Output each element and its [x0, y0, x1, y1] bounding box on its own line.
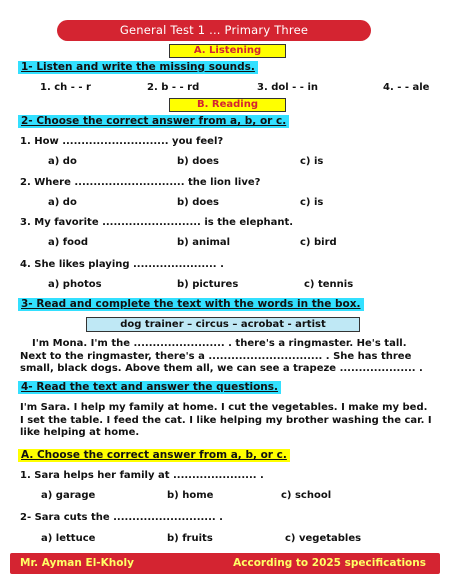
q4-option: a) lettuce	[41, 533, 96, 544]
q2-option: c) tennis	[304, 279, 354, 290]
q2-option: a) food	[48, 237, 89, 248]
q4-subheading: A. Choose the correct answer from a, b, or c.	[18, 449, 290, 462]
q4-option: c) school	[281, 490, 332, 501]
q2-option: b) does	[177, 156, 219, 167]
page-title: General Test 1 ... Primary Three	[57, 20, 371, 41]
q1-item: 4. - - ale	[383, 82, 430, 93]
q4-question: 1. Sara helps her family at ...................... .	[20, 470, 264, 481]
q2-option: c) bird	[300, 237, 337, 248]
q1-item: 1. ch - - r	[40, 82, 91, 93]
q2-option: a) do	[48, 197, 77, 208]
q2-heading: 2- Choose the correct answer from a, b, or c.	[18, 115, 289, 128]
q2-question: 3. My favorite .......................... is the elephant.	[20, 217, 294, 228]
q2-option: b) does	[177, 197, 219, 208]
footer-spec: According to 2025 specifications	[233, 557, 426, 569]
q4-option: b) fruits	[167, 533, 213, 544]
q2-option: b) pictures	[177, 279, 239, 290]
q1-item: 3. dol - - in	[257, 82, 318, 93]
section-reading-label: B. Reading	[169, 98, 286, 112]
q3-passage: I'm Mona. I'm the ........................ . there's a ringmaster. He's tall. Next to the ringmaster, there's a .............................. . She has three small, black dogs. Above them all, we can see a trapeze .................... .	[20, 338, 423, 374]
q2-option: c) is	[300, 156, 324, 167]
q4-passage: I'm Sara. I help my family at home. I cut the vegetables. I make my bed. I set the table. I feed the cat. I like helping my brother washing the car. I like helping at home.	[20, 402, 432, 438]
q2-option: a) do	[48, 156, 77, 167]
q2-question: 1. How ............................ you feel?	[20, 136, 224, 147]
word-box: dog trainer – circus – acrobat - artist	[86, 317, 360, 332]
q2-option: b) animal	[177, 237, 231, 248]
q2-option: c) is	[300, 197, 324, 208]
q2-option: a) photos	[48, 279, 102, 290]
q3-heading: 3- Read and complete the text with the words in the box.	[18, 298, 364, 311]
q2-question: 4. She likes playing ...................... .	[20, 259, 224, 270]
footer-author: Mr. Ayman El-Kholy	[20, 557, 134, 569]
footer-bar	[10, 553, 440, 574]
q4-question: 2- Sara cuts the ........................... .	[20, 512, 223, 523]
q4-heading: 4- Read the text and answer the questions.	[18, 381, 281, 394]
q2-question: 2. Where ............................. the lion live?	[20, 177, 261, 188]
q1-item: 2. b - - rd	[147, 82, 200, 93]
q1-heading: 1- Listen and write the missing sounds.	[18, 61, 258, 74]
q4-option: b) home	[167, 490, 214, 501]
section-listening-label: A. Listening	[169, 44, 286, 58]
q4-option: a) garage	[41, 490, 96, 501]
q4-option: c) vegetables	[285, 533, 362, 544]
